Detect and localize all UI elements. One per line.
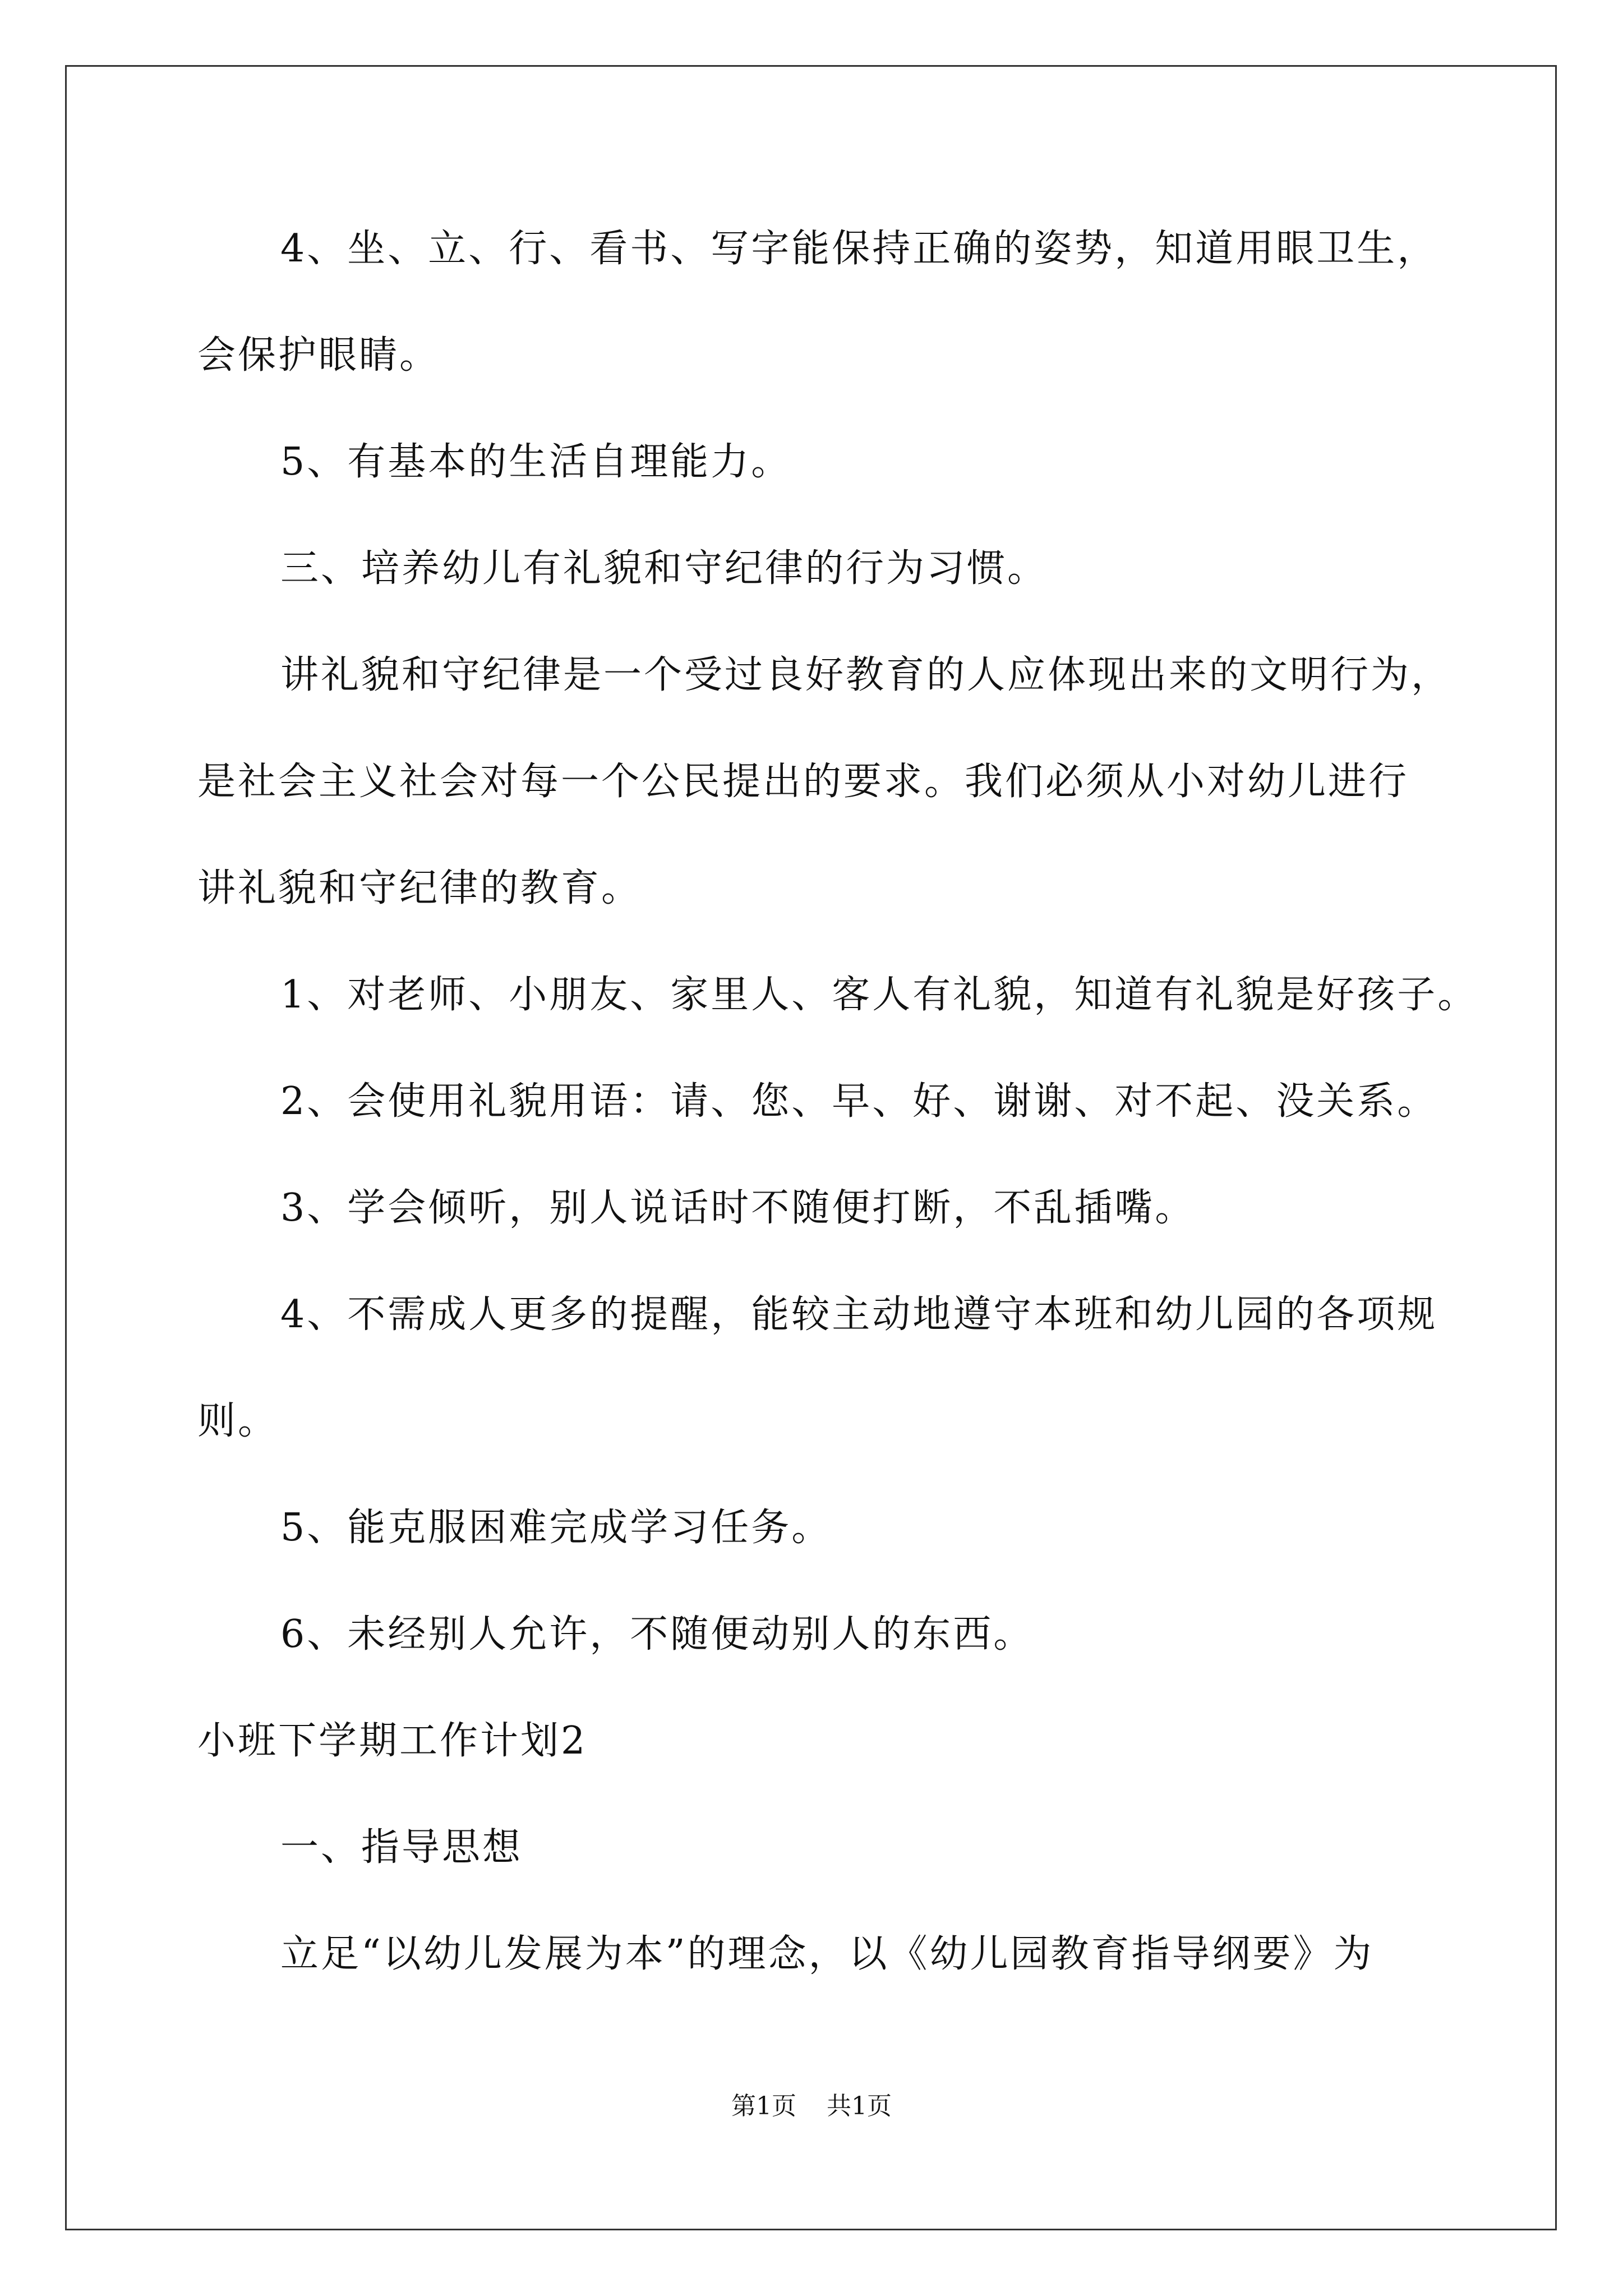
text-line: 则。 (197, 1399, 279, 1443)
text-line: 4、坐、立、行、看书、写字能保持正确的姿势，知道用眼卫生， (280, 227, 1438, 271)
page-number-current: 第1页 (731, 2092, 796, 2120)
text-line: 三、培养幼儿有礼貌和守纪律的行为习惯。 (280, 546, 1048, 591)
text-line: 4、不需成人更多的提醒，能较主动地遵守本班和幼儿园的各项规 (280, 1292, 1438, 1337)
text-line: 1、对老师、小朋友、家里人、客人有礼貌，知道有礼貌是好孩子。 (280, 973, 1478, 1017)
text-line: 3、学会倾听，别人说话时不随便打断，不乱插嘴。 (280, 1186, 1196, 1230)
page-frame (65, 65, 1557, 2230)
section-heading: 小班下学期工作计划2 (197, 1719, 588, 1763)
text-line: 立足“以幼儿发展为本”的理念，以《幼儿园教育指导纲要》为 (280, 1932, 1374, 1976)
text-line: 讲礼貌和守纪律是一个受过良好教育的人应体现出来的文明行为， (280, 653, 1452, 697)
page-number-total: 共1页 (827, 2092, 892, 2120)
text-line: 是社会主义社会对每一个公民提出的要求。我们必须从小对幼儿进行 (197, 760, 1409, 804)
text-line: 会保护眼睛。 (197, 333, 440, 378)
text-line: 2、会使用礼貌用语：请、您、早、好、谢谢、对不起、没关系。 (280, 1079, 1438, 1124)
text-line: 5、能克服困难完成学习任务。 (280, 1506, 832, 1550)
subsection-heading: 一、指导思想 (280, 1825, 523, 1870)
text-line: 5、有基本的生活自理能力。 (280, 440, 792, 484)
page-footer (0, 2092, 1623, 2120)
text-line: 讲礼貌和守纪律的教育。 (197, 866, 642, 910)
text-line: 6、未经别人允许，不随便动别人的东西。 (280, 1612, 1034, 1657)
